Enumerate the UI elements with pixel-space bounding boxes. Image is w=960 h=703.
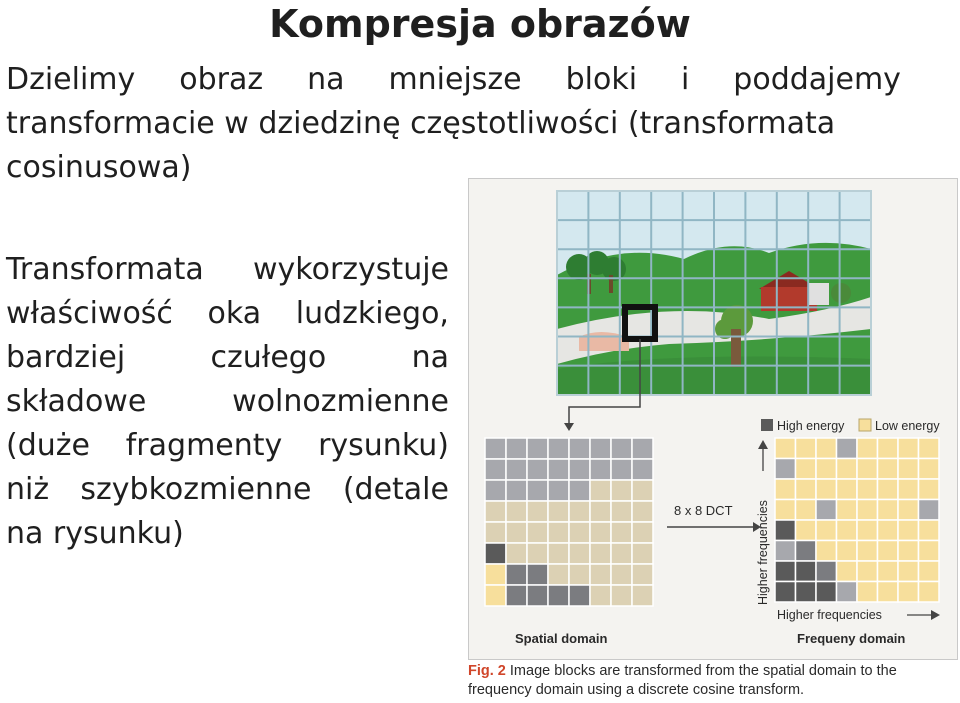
grid-cell	[775, 500, 796, 521]
grid-cell	[857, 561, 878, 582]
vertical-axis-label: Higher frequencies	[756, 500, 770, 605]
grid-cell	[878, 479, 899, 500]
grid-cell	[527, 564, 548, 585]
grid-cell	[527, 438, 548, 459]
grid-cell	[816, 459, 837, 480]
grid-cell	[816, 541, 837, 562]
grid-cell	[878, 541, 899, 562]
word: bardziej	[6, 340, 126, 375]
grid-cell	[506, 543, 527, 564]
grid-cell	[485, 564, 506, 585]
legend-low-label: Low energy	[875, 419, 940, 433]
grid-cell	[919, 582, 940, 603]
grid-cell	[632, 564, 653, 585]
grid-cell	[898, 438, 919, 459]
grid-cell	[837, 479, 858, 500]
grid-cell	[590, 564, 611, 585]
arrow-right-small-icon	[931, 610, 940, 620]
grid-cell	[569, 585, 590, 606]
grid-cell	[837, 438, 858, 459]
grid-cell	[775, 438, 796, 459]
arrow-up-icon	[758, 440, 768, 449]
grid-cell	[919, 500, 940, 521]
grid-cell	[857, 459, 878, 480]
grid-cell	[837, 459, 858, 480]
intro-paragraph	[6, 58, 901, 190]
grid-cell	[548, 459, 569, 480]
grid-cell	[527, 543, 548, 564]
word: (detale	[342, 472, 449, 507]
grid-cell	[857, 582, 878, 603]
grid-cell	[611, 564, 632, 585]
word: Transformata	[6, 252, 204, 287]
grid-cell	[485, 585, 506, 606]
grid-cell	[506, 501, 527, 522]
grid-cell	[816, 520, 837, 541]
spatial-domain-grid	[485, 438, 653, 606]
word: wolnozmienne	[232, 384, 449, 419]
legend-high-swatch	[761, 419, 773, 431]
grid-cell	[632, 522, 653, 543]
grid-cell	[857, 438, 878, 459]
grid-cell	[837, 500, 858, 521]
grid-cell	[611, 543, 632, 564]
grid-cell	[548, 522, 569, 543]
word: czułego	[210, 340, 327, 375]
grid-cell	[611, 501, 632, 522]
grid-cell	[837, 582, 858, 603]
grid-cell	[796, 582, 817, 603]
grid-cell	[878, 459, 899, 480]
grid-cell	[527, 501, 548, 522]
grid-cell	[898, 459, 919, 480]
word: fragmenty	[125, 428, 283, 463]
grid-cell	[878, 561, 899, 582]
word: składowe	[6, 384, 147, 419]
grid-cell	[569, 564, 590, 585]
grid-cell	[919, 479, 940, 500]
grid-cell	[796, 561, 817, 582]
grid-cell	[775, 582, 796, 603]
grid-cell	[548, 585, 569, 606]
grid-cell	[485, 480, 506, 501]
grid-cell	[796, 459, 817, 480]
grid-cell	[569, 480, 590, 501]
grid-cell	[919, 561, 940, 582]
grid-cell	[837, 541, 858, 562]
word: mniejsze	[388, 62, 522, 97]
grid-cell	[506, 564, 527, 585]
grid-cell	[611, 522, 632, 543]
grid-cell	[569, 438, 590, 459]
explanation-line-5	[6, 424, 449, 468]
word: Dzielimy	[6, 62, 136, 97]
grid-cell	[775, 479, 796, 500]
grid-cell	[632, 438, 653, 459]
dct-figure-svg	[469, 179, 957, 659]
intro-line-3: cosinusowa)	[6, 150, 192, 185]
grid-cell	[527, 585, 548, 606]
frequency-domain-label: Frequeny domain	[797, 631, 906, 646]
spatial-domain-label: Spatial domain	[515, 631, 608, 646]
arrow-down-icon	[564, 423, 574, 431]
grid-cell	[548, 501, 569, 522]
explanation-line-4	[6, 380, 449, 424]
grid-cell	[796, 438, 817, 459]
grid-cell	[816, 561, 837, 582]
figure-caption	[468, 662, 960, 700]
intro-line-2: transformacie w dziedzinę częstotliwości (transformata	[6, 106, 836, 141]
grid-cell	[590, 438, 611, 459]
grid-cell	[485, 543, 506, 564]
explanation-line-6	[6, 468, 449, 512]
grid-cell	[898, 541, 919, 562]
grid-cell	[837, 520, 858, 541]
grid-cell	[569, 501, 590, 522]
dct-label: 8 x 8 DCT	[674, 503, 733, 518]
explanation-line-3	[6, 336, 449, 380]
grid-cell	[527, 459, 548, 480]
grid-cell	[632, 585, 653, 606]
grid-cell	[569, 543, 590, 564]
grid-cell	[485, 438, 506, 459]
word: ludzkiego,	[295, 296, 449, 331]
grid-cell	[919, 438, 940, 459]
grid-cell	[611, 438, 632, 459]
grid-cell	[485, 522, 506, 543]
word: na	[411, 340, 449, 375]
grid-cell	[878, 582, 899, 603]
slide-title: Kompresja obrazów	[269, 2, 691, 46]
frequency-domain-grid	[775, 438, 939, 602]
explanation-paragraph	[6, 248, 449, 556]
grid-cell	[816, 582, 837, 603]
grid-cell	[632, 480, 653, 501]
grid-cell	[919, 541, 940, 562]
grid-cell	[898, 561, 919, 582]
word: właściwość	[6, 296, 173, 331]
grid-cell	[816, 438, 837, 459]
grid-cell	[632, 501, 653, 522]
word: (duże	[6, 428, 90, 463]
grid-cell	[506, 438, 527, 459]
grid-cell	[919, 459, 940, 480]
grid-cell	[590, 543, 611, 564]
grid-cell	[527, 480, 548, 501]
grid-cell	[857, 520, 878, 541]
grid-cell	[796, 500, 817, 521]
grid-cell	[775, 541, 796, 562]
grid-cell	[548, 564, 569, 585]
grid-cell	[590, 585, 611, 606]
grid-cell	[878, 438, 899, 459]
grid-cell	[857, 479, 878, 500]
grid-cell	[796, 520, 817, 541]
grid-cell	[898, 520, 919, 541]
explanation-line-1	[6, 248, 449, 292]
horizontal-axis-label: Higher frequencies	[777, 608, 882, 622]
word: szybkozmienne	[80, 472, 312, 507]
grid-cell	[796, 541, 817, 562]
grid-cell	[506, 585, 527, 606]
word: niż	[6, 472, 50, 507]
caption-prefix: Fig. 2	[468, 663, 506, 679]
word: obraz	[179, 62, 264, 97]
grid-cell	[898, 479, 919, 500]
grid-cell	[548, 438, 569, 459]
word: wykorzystuje	[253, 252, 449, 287]
grid-cell	[775, 520, 796, 541]
grid-cell	[857, 500, 878, 521]
grid-cell	[506, 522, 527, 543]
grid-cell	[796, 479, 817, 500]
word: rysunku)	[318, 428, 449, 463]
word: i	[681, 62, 690, 97]
word: poddajemy	[733, 62, 901, 97]
dct-figure	[468, 178, 958, 660]
grid-cell	[548, 543, 569, 564]
grid-cell	[775, 561, 796, 582]
word: oka	[207, 296, 262, 331]
grid-cell	[611, 480, 632, 501]
grid-cell	[816, 500, 837, 521]
grid-cell	[548, 480, 569, 501]
grid-cell	[632, 459, 653, 480]
grid-cell	[775, 459, 796, 480]
grid-cell	[837, 561, 858, 582]
grid-cell	[569, 459, 590, 480]
grid-cell	[590, 501, 611, 522]
grid-cell	[632, 543, 653, 564]
explanation-line-7: na rysunku)	[6, 516, 184, 551]
grid-cell	[816, 479, 837, 500]
word: bloki	[565, 62, 638, 97]
grid-cell	[590, 522, 611, 543]
explanation-line-2	[6, 292, 449, 336]
grid-cell	[485, 501, 506, 522]
grid-cell	[590, 459, 611, 480]
grid-cell	[898, 582, 919, 603]
grid-cell	[898, 500, 919, 521]
legend-high-label: High energy	[777, 419, 845, 433]
grid-cell	[611, 459, 632, 480]
grid-cell	[506, 480, 527, 501]
intro-line-1	[6, 58, 901, 102]
grid-cell	[878, 500, 899, 521]
caption-text: Image blocks are transformed from the spatial domain to the frequency domain using a discrete cosine transform.	[468, 663, 897, 698]
grid-cell	[590, 480, 611, 501]
grid-cell	[506, 459, 527, 480]
landscape-image	[557, 191, 871, 395]
word: na	[307, 62, 345, 97]
grid-cell	[919, 520, 940, 541]
grid-cell	[527, 522, 548, 543]
grid-cell	[857, 541, 878, 562]
grid-cell	[485, 459, 506, 480]
grid-cell	[611, 585, 632, 606]
grid-cell	[878, 520, 899, 541]
grid-cell	[569, 522, 590, 543]
legend-low-swatch	[859, 419, 871, 431]
